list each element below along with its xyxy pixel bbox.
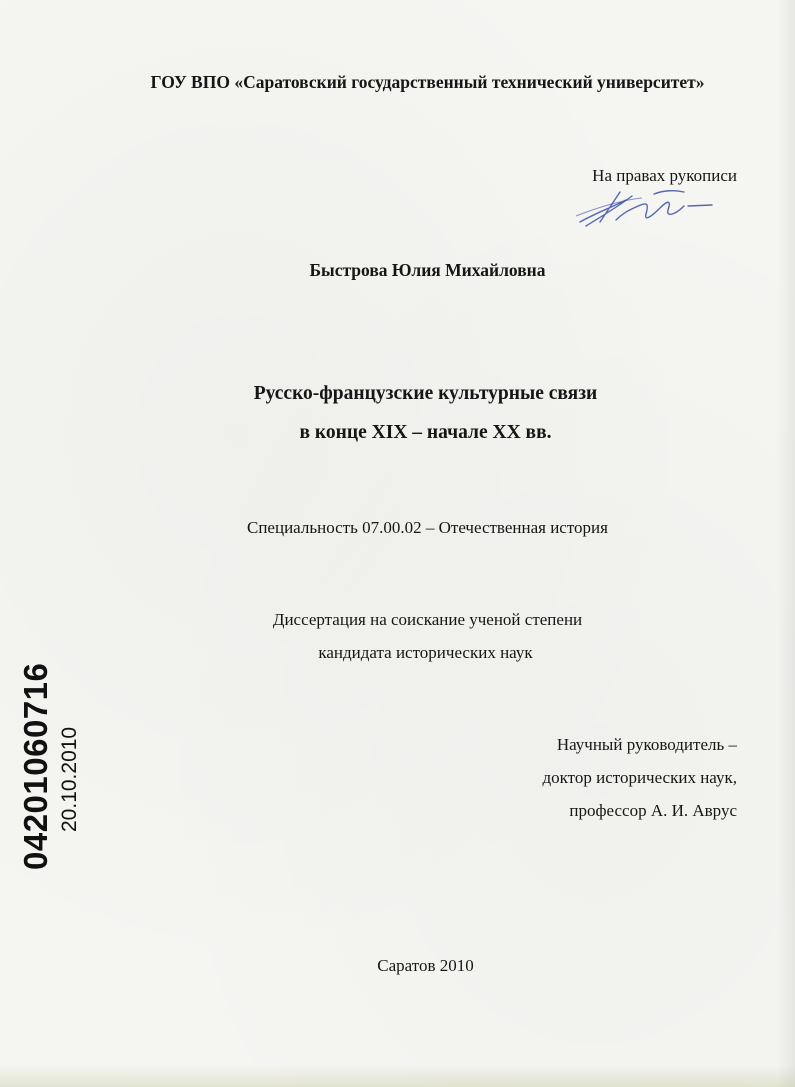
supervisor-line-1: Научный руководитель – [556, 735, 737, 754]
supervisor-line-2: доктор исторических наук, [542, 768, 737, 787]
dissertation-title-line-2: в конце XIX – начале XX вв. [299, 422, 552, 443]
manuscript-note: На правах рукописи [592, 166, 737, 185]
paper-edge-shadow [777, 0, 795, 1087]
archive-stamp-date: 20.10.2010 [58, 726, 81, 832]
archive-stamp-number: 04201060716 [17, 662, 54, 870]
degree-line-2: кандидата исторических наук [318, 643, 533, 662]
dissertation-title-line-1: Русско-французские культурные связи [253, 383, 598, 404]
paper-bottom-edge [0, 1065, 795, 1087]
specialty-line: Специальность 07.00.02 – Отечественная история [247, 518, 608, 537]
institution-heading: ГОУ ВПО «Саратовский государственный технический университет» [150, 72, 705, 92]
signature-image [572, 186, 722, 234]
author-name: Быстрова Юлия Михайловна [309, 260, 546, 280]
degree-line-1: Диссертация на соискание ученой степени [272, 610, 583, 629]
city-year: Саратов 2010 [377, 956, 474, 975]
supervisor-line-3: профессор А. И. Аврус [569, 801, 737, 820]
